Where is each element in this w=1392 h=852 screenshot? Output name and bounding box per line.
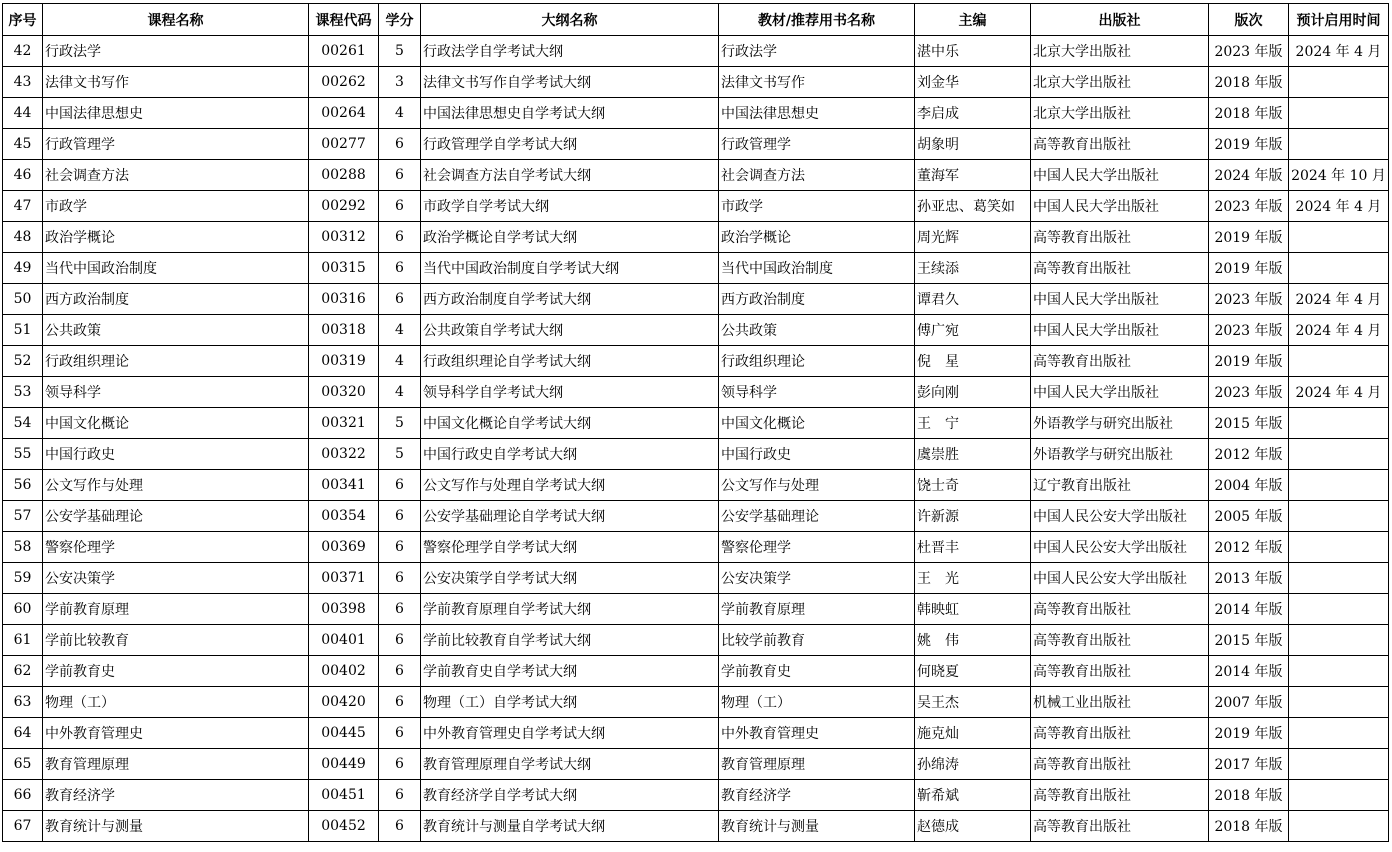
cell-edition: 2023 年版 bbox=[1209, 377, 1289, 408]
cell-credits: 4 bbox=[379, 315, 421, 346]
cell-credits: 5 bbox=[379, 408, 421, 439]
cell-course-name: 中国文化概论 bbox=[43, 408, 309, 439]
cell-credits: 6 bbox=[379, 749, 421, 780]
cell-credits: 6 bbox=[379, 656, 421, 687]
cell-syllabus: 学前教育史自学考试大纲 bbox=[421, 656, 719, 687]
table-row bbox=[3, 160, 1389, 191]
cell-index: 57 bbox=[3, 501, 43, 532]
cell-editor: 靳希斌 bbox=[915, 780, 1031, 811]
cell-course-name: 行政法学 bbox=[43, 36, 309, 67]
cell-course-name: 中外教育管理史 bbox=[43, 718, 309, 749]
cell-editor: 饶士奇 bbox=[915, 470, 1031, 501]
cell-course-code: 00371 bbox=[309, 563, 379, 594]
header-course-name: 课程名称 bbox=[43, 4, 309, 36]
cell-syllabus: 市政学自学考试大纲 bbox=[421, 191, 719, 222]
cell-credits: 6 bbox=[379, 594, 421, 625]
cell-edition: 2015 年版 bbox=[1209, 408, 1289, 439]
cell-course-code: 00318 bbox=[309, 315, 379, 346]
cell-edition: 2007 年版 bbox=[1209, 687, 1289, 718]
cell-course-code: 00401 bbox=[309, 625, 379, 656]
cell-start-date bbox=[1289, 470, 1389, 501]
cell-course-name: 领导科学 bbox=[43, 377, 309, 408]
cell-start-date bbox=[1289, 811, 1389, 842]
cell-textbook: 教育经济学 bbox=[719, 780, 915, 811]
cell-index: 50 bbox=[3, 284, 43, 315]
cell-editor: 虞崇胜 bbox=[915, 439, 1031, 470]
cell-publisher: 外语教学与研究出版社 bbox=[1031, 408, 1209, 439]
cell-start-date bbox=[1289, 439, 1389, 470]
header-syllabus: 大纲名称 bbox=[421, 4, 719, 36]
table-row bbox=[3, 408, 1389, 439]
cell-syllabus: 法律文书写作自学考试大纲 bbox=[421, 67, 719, 98]
table-row bbox=[3, 129, 1389, 160]
cell-course-name: 学前教育原理 bbox=[43, 594, 309, 625]
cell-course-code: 00264 bbox=[309, 98, 379, 129]
cell-start-date bbox=[1289, 563, 1389, 594]
table-row bbox=[3, 315, 1389, 346]
cell-course-code: 00398 bbox=[309, 594, 379, 625]
cell-index: 51 bbox=[3, 315, 43, 346]
cell-credits: 6 bbox=[379, 625, 421, 656]
table-row bbox=[3, 718, 1389, 749]
cell-index: 44 bbox=[3, 98, 43, 129]
cell-credits: 4 bbox=[379, 346, 421, 377]
cell-course-name: 法律文书写作 bbox=[43, 67, 309, 98]
cell-syllabus: 警察伦理学自学考试大纲 bbox=[421, 532, 719, 563]
cell-edition: 2019 年版 bbox=[1209, 129, 1289, 160]
cell-course-code: 00315 bbox=[309, 253, 379, 284]
cell-edition: 2018 年版 bbox=[1209, 780, 1289, 811]
cell-edition: 2012 年版 bbox=[1209, 439, 1289, 470]
cell-course-code: 00321 bbox=[309, 408, 379, 439]
cell-credits: 6 bbox=[379, 253, 421, 284]
cell-editor: 倪 星 bbox=[915, 346, 1031, 377]
cell-index: 62 bbox=[3, 656, 43, 687]
cell-credits: 6 bbox=[379, 811, 421, 842]
header-row bbox=[3, 4, 1389, 36]
cell-start-date bbox=[1289, 67, 1389, 98]
cell-course-code: 00322 bbox=[309, 439, 379, 470]
cell-index: 66 bbox=[3, 780, 43, 811]
table-row bbox=[3, 284, 1389, 315]
cell-textbook: 公安决策学 bbox=[719, 563, 915, 594]
cell-editor: 许新源 bbox=[915, 501, 1031, 532]
cell-credits: 6 bbox=[379, 284, 421, 315]
cell-course-code: 00449 bbox=[309, 749, 379, 780]
cell-start-date: 2024 年 4 月 bbox=[1289, 191, 1389, 222]
cell-course-name: 西方政治制度 bbox=[43, 284, 309, 315]
cell-syllabus: 教育经济学自学考试大纲 bbox=[421, 780, 719, 811]
cell-syllabus: 学前教育原理自学考试大纲 bbox=[421, 594, 719, 625]
cell-edition: 2019 年版 bbox=[1209, 346, 1289, 377]
cell-credits: 6 bbox=[379, 501, 421, 532]
cell-course-code: 00341 bbox=[309, 470, 379, 501]
cell-publisher: 北京大学出版社 bbox=[1031, 67, 1209, 98]
cell-start-date bbox=[1289, 718, 1389, 749]
cell-start-date bbox=[1289, 129, 1389, 160]
cell-course-name: 中国法律思想史 bbox=[43, 98, 309, 129]
cell-index: 59 bbox=[3, 563, 43, 594]
table-row bbox=[3, 687, 1389, 718]
cell-index: 49 bbox=[3, 253, 43, 284]
cell-publisher: 高等教育出版社 bbox=[1031, 656, 1209, 687]
cell-course-name: 当代中国政治制度 bbox=[43, 253, 309, 284]
cell-textbook: 教育管理原理 bbox=[719, 749, 915, 780]
cell-index: 45 bbox=[3, 129, 43, 160]
cell-course-name: 公共政策 bbox=[43, 315, 309, 346]
cell-course-name: 学前教育史 bbox=[43, 656, 309, 687]
cell-edition: 2015 年版 bbox=[1209, 625, 1289, 656]
cell-publisher: 中国人民公安大学出版社 bbox=[1031, 532, 1209, 563]
cell-course-name: 政治学概论 bbox=[43, 222, 309, 253]
cell-textbook: 学前教育原理 bbox=[719, 594, 915, 625]
cell-credits: 6 bbox=[379, 687, 421, 718]
cell-index: 55 bbox=[3, 439, 43, 470]
header-edition: 版次 bbox=[1209, 4, 1289, 36]
cell-course-name: 市政学 bbox=[43, 191, 309, 222]
cell-course-name: 社会调查方法 bbox=[43, 160, 309, 191]
cell-course-code: 00316 bbox=[309, 284, 379, 315]
cell-start-date bbox=[1289, 749, 1389, 780]
cell-course-code: 00445 bbox=[309, 718, 379, 749]
cell-edition: 2023 年版 bbox=[1209, 284, 1289, 315]
cell-textbook: 行政法学 bbox=[719, 36, 915, 67]
cell-start-date bbox=[1289, 98, 1389, 129]
table-row bbox=[3, 439, 1389, 470]
cell-index: 47 bbox=[3, 191, 43, 222]
table-row bbox=[3, 67, 1389, 98]
header-publisher: 出版社 bbox=[1031, 4, 1209, 36]
cell-edition: 2018 年版 bbox=[1209, 67, 1289, 98]
cell-editor: 周光辉 bbox=[915, 222, 1031, 253]
cell-publisher: 中国人民公安大学出版社 bbox=[1031, 501, 1209, 532]
cell-syllabus: 政治学概论自学考试大纲 bbox=[421, 222, 719, 253]
cell-course-name: 教育统计与测量 bbox=[43, 811, 309, 842]
cell-editor: 韩映虹 bbox=[915, 594, 1031, 625]
cell-edition: 2023 年版 bbox=[1209, 315, 1289, 346]
header-editor: 主编 bbox=[915, 4, 1031, 36]
cell-textbook: 法律文书写作 bbox=[719, 67, 915, 98]
cell-course-name: 物理（工） bbox=[43, 687, 309, 718]
cell-credits: 6 bbox=[379, 563, 421, 594]
cell-course-code: 00354 bbox=[309, 501, 379, 532]
cell-start-date bbox=[1289, 656, 1389, 687]
table-row bbox=[3, 346, 1389, 377]
cell-course-name: 教育经济学 bbox=[43, 780, 309, 811]
cell-course-code: 00277 bbox=[309, 129, 379, 160]
cell-course-code: 00312 bbox=[309, 222, 379, 253]
cell-publisher: 高等教育出版社 bbox=[1031, 346, 1209, 377]
cell-credits: 4 bbox=[379, 98, 421, 129]
cell-editor: 赵德成 bbox=[915, 811, 1031, 842]
cell-editor: 李启成 bbox=[915, 98, 1031, 129]
cell-syllabus: 西方政治制度自学考试大纲 bbox=[421, 284, 719, 315]
cell-index: 63 bbox=[3, 687, 43, 718]
cell-course-code: 00369 bbox=[309, 532, 379, 563]
cell-publisher: 中国人民大学出版社 bbox=[1031, 191, 1209, 222]
cell-textbook: 学前教育史 bbox=[719, 656, 915, 687]
cell-credits: 6 bbox=[379, 129, 421, 160]
cell-publisher: 机械工业出版社 bbox=[1031, 687, 1209, 718]
cell-index: 56 bbox=[3, 470, 43, 501]
cell-textbook: 行政管理学 bbox=[719, 129, 915, 160]
cell-syllabus: 公安决策学自学考试大纲 bbox=[421, 563, 719, 594]
cell-publisher: 高等教育出版社 bbox=[1031, 253, 1209, 284]
cell-publisher: 高等教育出版社 bbox=[1031, 594, 1209, 625]
cell-textbook: 公文写作与处理 bbox=[719, 470, 915, 501]
table-row bbox=[3, 377, 1389, 408]
cell-editor: 王 光 bbox=[915, 563, 1031, 594]
cell-editor: 王续添 bbox=[915, 253, 1031, 284]
cell-publisher: 外语教学与研究出版社 bbox=[1031, 439, 1209, 470]
cell-index: 60 bbox=[3, 594, 43, 625]
cell-publisher: 高等教育出版社 bbox=[1031, 811, 1209, 842]
cell-editor: 谭君久 bbox=[915, 284, 1031, 315]
cell-start-date: 2024 年 4 月 bbox=[1289, 284, 1389, 315]
table-row bbox=[3, 749, 1389, 780]
table-row bbox=[3, 780, 1389, 811]
cell-publisher: 中国人民大学出版社 bbox=[1031, 315, 1209, 346]
cell-credits: 5 bbox=[379, 439, 421, 470]
cell-start-date: 2024 年 4 月 bbox=[1289, 315, 1389, 346]
cell-index: 52 bbox=[3, 346, 43, 377]
cell-course-name: 公安学基础理论 bbox=[43, 501, 309, 532]
cell-credits: 6 bbox=[379, 718, 421, 749]
table-row bbox=[3, 222, 1389, 253]
cell-publisher: 高等教育出版社 bbox=[1031, 749, 1209, 780]
header-textbook: 教材/推荐用书名称 bbox=[719, 4, 915, 36]
cell-publisher: 北京大学出版社 bbox=[1031, 98, 1209, 129]
cell-publisher: 高等教育出版社 bbox=[1031, 625, 1209, 656]
cell-course-code: 00292 bbox=[309, 191, 379, 222]
table-row bbox=[3, 36, 1389, 67]
table-row bbox=[3, 625, 1389, 656]
cell-edition: 2017 年版 bbox=[1209, 749, 1289, 780]
cell-edition: 2024 年版 bbox=[1209, 160, 1289, 191]
cell-edition: 2019 年版 bbox=[1209, 253, 1289, 284]
cell-credits: 6 bbox=[379, 470, 421, 501]
cell-textbook: 中外教育管理史 bbox=[719, 718, 915, 749]
cell-start-date bbox=[1289, 594, 1389, 625]
cell-textbook: 比较学前教育 bbox=[719, 625, 915, 656]
cell-editor: 董海军 bbox=[915, 160, 1031, 191]
cell-syllabus: 教育管理原理自学考试大纲 bbox=[421, 749, 719, 780]
header-start-date: 预计启用时间 bbox=[1289, 4, 1389, 36]
cell-index: 58 bbox=[3, 532, 43, 563]
cell-textbook: 公安学基础理论 bbox=[719, 501, 915, 532]
header-index: 序号 bbox=[3, 4, 43, 36]
cell-textbook: 社会调查方法 bbox=[719, 160, 915, 191]
cell-publisher: 高等教育出版社 bbox=[1031, 222, 1209, 253]
table-row bbox=[3, 191, 1389, 222]
cell-start-date bbox=[1289, 780, 1389, 811]
cell-textbook: 警察伦理学 bbox=[719, 532, 915, 563]
cell-syllabus: 公文写作与处理自学考试大纲 bbox=[421, 470, 719, 501]
cell-course-name: 行政管理学 bbox=[43, 129, 309, 160]
cell-course-code: 00288 bbox=[309, 160, 379, 191]
cell-syllabus: 公共政策自学考试大纲 bbox=[421, 315, 719, 346]
cell-course-code: 00452 bbox=[309, 811, 379, 842]
cell-textbook: 物理（工） bbox=[719, 687, 915, 718]
table-row bbox=[3, 563, 1389, 594]
cell-index: 42 bbox=[3, 36, 43, 67]
cell-syllabus: 中国行政史自学考试大纲 bbox=[421, 439, 719, 470]
cell-syllabus: 领导科学自学考试大纲 bbox=[421, 377, 719, 408]
cell-publisher: 高等教育出版社 bbox=[1031, 718, 1209, 749]
cell-editor: 王 宁 bbox=[915, 408, 1031, 439]
cell-start-date: 2024 年 4 月 bbox=[1289, 36, 1389, 67]
cell-edition: 2005 年版 bbox=[1209, 501, 1289, 532]
cell-credits: 6 bbox=[379, 222, 421, 253]
cell-index: 48 bbox=[3, 222, 43, 253]
cell-editor: 杜晋丰 bbox=[915, 532, 1031, 563]
cell-publisher: 高等教育出版社 bbox=[1031, 129, 1209, 160]
cell-textbook: 西方政治制度 bbox=[719, 284, 915, 315]
cell-syllabus: 学前比较教育自学考试大纲 bbox=[421, 625, 719, 656]
cell-syllabus: 社会调查方法自学考试大纲 bbox=[421, 160, 719, 191]
cell-course-name: 中国行政史 bbox=[43, 439, 309, 470]
cell-course-code: 00451 bbox=[309, 780, 379, 811]
cell-edition: 2013 年版 bbox=[1209, 563, 1289, 594]
cell-credits: 6 bbox=[379, 780, 421, 811]
cell-course-code: 00402 bbox=[309, 656, 379, 687]
cell-syllabus: 行政管理学自学考试大纲 bbox=[421, 129, 719, 160]
cell-syllabus: 当代中国政治制度自学考试大纲 bbox=[421, 253, 719, 284]
cell-publisher: 中国人民大学出版社 bbox=[1031, 160, 1209, 191]
cell-syllabus: 物理（工）自学考试大纲 bbox=[421, 687, 719, 718]
cell-start-date bbox=[1289, 687, 1389, 718]
cell-edition: 2018 年版 bbox=[1209, 811, 1289, 842]
table-row bbox=[3, 98, 1389, 129]
cell-edition: 2023 年版 bbox=[1209, 191, 1289, 222]
cell-index: 67 bbox=[3, 811, 43, 842]
cell-publisher: 中国人民大学出版社 bbox=[1031, 284, 1209, 315]
cell-course-code: 00261 bbox=[309, 36, 379, 67]
table-row bbox=[3, 656, 1389, 687]
header-course-code: 课程代码 bbox=[309, 4, 379, 36]
cell-start-date bbox=[1289, 253, 1389, 284]
cell-editor: 刘金华 bbox=[915, 67, 1031, 98]
cell-index: 54 bbox=[3, 408, 43, 439]
cell-credits: 6 bbox=[379, 160, 421, 191]
cell-editor: 何晓夏 bbox=[915, 656, 1031, 687]
cell-publisher: 中国人民公安大学出版社 bbox=[1031, 563, 1209, 594]
cell-editor: 孙绵涛 bbox=[915, 749, 1031, 780]
cell-syllabus: 公安学基础理论自学考试大纲 bbox=[421, 501, 719, 532]
cell-textbook: 行政组织理论 bbox=[719, 346, 915, 377]
cell-syllabus: 行政组织理论自学考试大纲 bbox=[421, 346, 719, 377]
cell-edition: 2014 年版 bbox=[1209, 594, 1289, 625]
cell-credits: 3 bbox=[379, 67, 421, 98]
cell-start-date bbox=[1289, 501, 1389, 532]
cell-publisher: 北京大学出版社 bbox=[1031, 36, 1209, 67]
cell-editor: 施克灿 bbox=[915, 718, 1031, 749]
cell-course-code: 00420 bbox=[309, 687, 379, 718]
header-credits: 学分 bbox=[379, 4, 421, 36]
cell-course-name: 公安决策学 bbox=[43, 563, 309, 594]
cell-editor: 傅广宛 bbox=[915, 315, 1031, 346]
cell-textbook: 市政学 bbox=[719, 191, 915, 222]
cell-editor: 吴王杰 bbox=[915, 687, 1031, 718]
cell-edition: 2012 年版 bbox=[1209, 532, 1289, 563]
cell-syllabus: 中国文化概论自学考试大纲 bbox=[421, 408, 719, 439]
cell-edition: 2014 年版 bbox=[1209, 656, 1289, 687]
cell-textbook: 公共政策 bbox=[719, 315, 915, 346]
cell-edition: 2019 年版 bbox=[1209, 222, 1289, 253]
cell-start-date: 2024 年 10 月 bbox=[1289, 160, 1389, 191]
cell-syllabus: 中外教育管理史自学考试大纲 bbox=[421, 718, 719, 749]
cell-course-code: 00262 bbox=[309, 67, 379, 98]
cell-start-date bbox=[1289, 532, 1389, 563]
cell-syllabus: 教育统计与测量自学考试大纲 bbox=[421, 811, 719, 842]
cell-textbook: 领导科学 bbox=[719, 377, 915, 408]
cell-textbook: 中国行政史 bbox=[719, 439, 915, 470]
cell-editor: 姚 伟 bbox=[915, 625, 1031, 656]
cell-textbook: 政治学概论 bbox=[719, 222, 915, 253]
cell-edition: 2023 年版 bbox=[1209, 36, 1289, 67]
cell-publisher: 高等教育出版社 bbox=[1031, 780, 1209, 811]
cell-publisher: 辽宁教育出版社 bbox=[1031, 470, 1209, 501]
cell-course-name: 学前比较教育 bbox=[43, 625, 309, 656]
cell-index: 43 bbox=[3, 67, 43, 98]
cell-index: 65 bbox=[3, 749, 43, 780]
cell-start-date bbox=[1289, 408, 1389, 439]
table-row bbox=[3, 501, 1389, 532]
cell-textbook: 教育统计与测量 bbox=[719, 811, 915, 842]
cell-course-name: 行政组织理论 bbox=[43, 346, 309, 377]
cell-index: 46 bbox=[3, 160, 43, 191]
cell-edition: 2018 年版 bbox=[1209, 98, 1289, 129]
cell-course-name: 公文写作与处理 bbox=[43, 470, 309, 501]
cell-start-date bbox=[1289, 346, 1389, 377]
table-row bbox=[3, 532, 1389, 563]
table-row bbox=[3, 470, 1389, 501]
table-row bbox=[3, 811, 1389, 842]
cell-credits: 6 bbox=[379, 191, 421, 222]
cell-textbook: 中国文化概论 bbox=[719, 408, 915, 439]
cell-textbook: 当代中国政治制度 bbox=[719, 253, 915, 284]
cell-start-date bbox=[1289, 625, 1389, 656]
table-row bbox=[3, 253, 1389, 284]
cell-index: 61 bbox=[3, 625, 43, 656]
cell-publisher: 中国人民大学出版社 bbox=[1031, 377, 1209, 408]
cell-credits: 6 bbox=[379, 532, 421, 563]
cell-syllabus: 行政法学自学考试大纲 bbox=[421, 36, 719, 67]
cell-index: 53 bbox=[3, 377, 43, 408]
cell-course-code: 00319 bbox=[309, 346, 379, 377]
cell-textbook: 中国法律思想史 bbox=[719, 98, 915, 129]
cell-editor: 孙亚忠、葛笑如 bbox=[915, 191, 1031, 222]
cell-course-name: 教育管理原理 bbox=[43, 749, 309, 780]
cell-edition: 2019 年版 bbox=[1209, 718, 1289, 749]
cell-start-date bbox=[1289, 222, 1389, 253]
cell-syllabus: 中国法律思想史自学考试大纲 bbox=[421, 98, 719, 129]
cell-edition: 2004 年版 bbox=[1209, 470, 1289, 501]
cell-credits: 4 bbox=[379, 377, 421, 408]
cell-start-date: 2024 年 4 月 bbox=[1289, 377, 1389, 408]
cell-editor: 胡象明 bbox=[915, 129, 1031, 160]
course-table-container bbox=[2, 3, 1389, 842]
table-row bbox=[3, 594, 1389, 625]
cell-editor: 湛中乐 bbox=[915, 36, 1031, 67]
cell-editor: 彭向刚 bbox=[915, 377, 1031, 408]
course-table bbox=[2, 3, 1389, 842]
cell-course-code: 00320 bbox=[309, 377, 379, 408]
cell-credits: 5 bbox=[379, 36, 421, 67]
cell-course-name: 警察伦理学 bbox=[43, 532, 309, 563]
cell-index: 64 bbox=[3, 718, 43, 749]
